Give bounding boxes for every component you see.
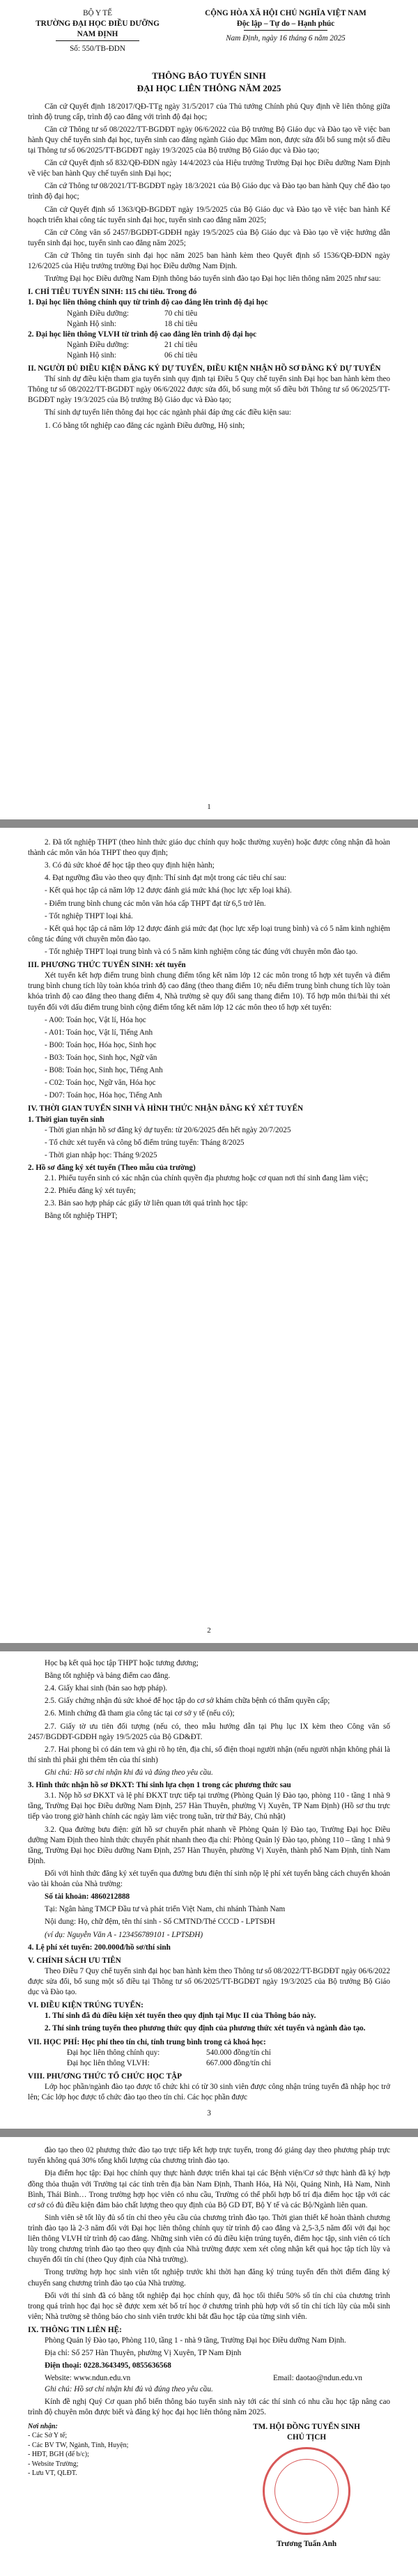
signature-area (28, 2422, 390, 2550)
dossier-item: 2.2. Phiếu đăng ký xét tuyển; (45, 1187, 136, 1196)
tuition-row (67, 2048, 390, 2058)
quota-value: 21 chỉ tiêu (164, 340, 198, 349)
study-paragraph: Sinh viên sẽ tốt lũy đủ số tín chỉ theo yêu cầu của chương trình đào tạo. Thời gian thiết kế hoàn thành chương trình đào tạo là 2-3 năm đối với Đại học liên thông chính quy từ trình độ cao đẳng và 2,5-3,5 năm đối với đại học liên thông VLVH từ trình độ cao đẳng. Những sinh viên có đủ điều kiện trúng tuyển, điểm học tập, sinh viên có tích lũy trong chương trình đào tạo theo quy định của Nhà trường được xem xét công nhận kết quả học tập tích lũy và chuyển đổi tín chỉ (theo Quy định của Nhà trường). (28, 2213, 390, 2265)
signer-block (223, 2422, 390, 2550)
contact-address: Địa chỉ: Số 257 Hàn Thuyên, phường Vị Xuyên, TP Nam Định (45, 2349, 242, 2358)
section-1-heading: I. CHỈ TIÊU TUYỂN SINH: 115 chỉ tiêu. Trong đó (28, 288, 197, 297)
tuition-row (67, 2058, 390, 2069)
combo-item: - B03: Toán học, Sinh học, Ngữ văn (45, 1053, 157, 1062)
intro-paragraph: Căn cứ Thông tin tuyển sinh đại học năm 2025 ban hành kèm theo Quyết định số 1536/QĐ-ĐDN ngày 12/6/2025 của Hiệu trưởng trường Đại học Điều dưỡng Nam Định. (28, 251, 390, 271)
bank-name: Tại: Ngân hàng TMCP Đầu tư và phát triển Việt Nam, chi nhánh Thành Nam (45, 1905, 286, 1914)
submission-item: 3.1. Nộp hồ sơ ĐKXT và lệ phí ĐKXT trực tiếp tại trường (Phòng Quản lý Đào tạo, phòng 110 - tầng 1 nhà 9 tầng, Trường Đại học Điều dưỡng Nam Định, 257 Hàn Thuyên, phường Vị Xuyên, TP Nam Định) (Hồ sơ thu trực tiếp vào trong giờ hành chính các ngày làm việc trong tuần, trừ thứ Bảy, Chủ nhật) (28, 1791, 390, 1821)
dossier-item: 2.7. Hai phong bì có dán tem và ghi rõ họ tên, địa chỉ, số điện thoại người nhận (nếu người nhận không phải là thí sinh thì phải ghi thêm tên của thí sinh) (28, 1745, 390, 1764)
contact-office: Phòng Quản lý Đào tạo, Phòng 110, tầng 1 - nhà 9 tầng, Trường Đại học Điều dưỡng Nam Định. (45, 2336, 346, 2345)
dossier-note: Ghi chú: Hồ sơ chỉ nhận khi đủ và đúng theo yêu cầu. (45, 1768, 213, 1777)
intro-paragraph: Căn cứ Quyết định 18/2017/QĐ-TTg ngày 31/5/2017 của Thủ tướng Chính phủ Quy định về liên thông giữa trình độ trung cấp, trình độ cao đẳng với trình độ đại học; (28, 102, 390, 121)
national-motto: Độc lập – Tự do – Hạnh phúc (236, 20, 335, 29)
recipient-item: - Website Trường; (28, 2460, 79, 2468)
condition-item: - Tốt nghiệp THPT loại trung bình và có 5 năm kinh nghiệm công tác đúng với chuyên môn đào tạo. (45, 947, 358, 956)
section-3-heading: III. PHƯƠNG THỨC TUYỂN SINH: xét tuyển (28, 961, 186, 970)
condition-item: 2. Đã tốt nghiệp THPT (theo hình thức giáo dục chính quy hoặc thường xuyên) hoặc được công nhận đã hoàn thành các môn văn hóa THPT theo quy định; (28, 838, 390, 858)
school-name: TRƯỜNG ĐẠI HỌC ĐIỀU DƯỠNG NAM ĐỊNH (36, 20, 160, 39)
issuer-block (28, 8, 167, 54)
condition-item: 3. Có đủ sức khoẻ để học tập theo quy định hiện hành; (45, 861, 215, 870)
dossier-item: 2.5. Giấy chứng nhận đủ sức khoẻ để học tập do cơ sở khám chữa bệnh có thẩm quyền cấp; (45, 1697, 330, 1706)
dossier-item: 2.1. Phiếu tuyển sinh có xác nhận của chính quyền địa phương hoặc cơ quan nơi thí sinh đang làm việc; (45, 1174, 369, 1183)
contact-web-row (28, 2373, 390, 2384)
intro-paragraph: Căn cứ Thông tư số 08/2022/TT-BGDĐT ngày 06/6/2022 của Bộ trưởng Bộ Giáo dục và Đào tạo về việc ban hành Quy chế tuyển sinh đại học, tuyển sinh cao đẳng ngành Giáo dục Mầm non, được sửa đổi bổ sung một số điều tại Thông tư số 06/2025/TT-BGDĐT ngày 19/3/2025 của Bộ trưởng Bộ Giáo dục và Đào tạo; (28, 125, 390, 155)
contact-phone: Điện thoại: 0228.3643495, 0855636568 (45, 2361, 171, 2370)
dossier-item: 2.7. Giấy tờ ưu tiên đối tượng (nếu có, theo mẫu hướng dẫn tại Phụ lục IX kèm theo Công văn số 2457/BGDĐT-GDĐH ngày 19/5/2025 của Bộ GD&ĐT. (28, 1722, 390, 1741)
signer-name: Trương Tuấn Anh (276, 2540, 337, 2549)
section-5-heading: V. CHÍNH SÁCH ƯU TIÊN (28, 1956, 121, 1965)
dossier-item: 2.3. Bản sao hợp pháp các giấy tờ liên quan tới quá trình học tập: (45, 1199, 248, 1208)
submission-item: Đối với hình thức đăng ký xét tuyển qua đường bưu điện thí sinh nộp lệ phí xét tuyển bằng cách chuyển khoản vào tài khoản của Nhà trường: (28, 1869, 390, 1889)
quota-label: Ngành Hộ sinh: (67, 319, 116, 328)
submission-item: 3.2. Qua đường bưu điện: gửi hồ sơ chuyển phát nhanh về Phòng Quản lý Đào tạo, Trường Đại học Điều dưỡng Nam Định theo hình thức chuyển phát nhanh theo địa chỉ: Phòng Quản lý Đào tạo, phòng 110 – tầng 1 nhà 9 tầng, Trường Đại học Điều dưỡng Nam Định, 257 Hàn Thuyên, phường Vị Xuyên, thành phố Nam Định, tỉnh Nam Định. (28, 1825, 390, 1865)
submission-heading: 3. Hình thức nhận hồ sơ ĐKXT: Thí sinh lựa chọn 1 trong các phương thức sau (28, 1781, 291, 1790)
condition-item: - Tốt nghiệp THPT loại khá. (45, 911, 133, 920)
schedule-item: - Thời gian nhận hồ sơ đăng ký dự tuyển: từ 20/6/2025 đến hết ngày 20/7/2025 (45, 1125, 291, 1134)
section-8-paragraph: Lớp học phần/ngành đào tạo được tổ chức khi có từ 30 sinh viên được công nhận trúng tuyển đã nhập học trở lên; Các lớp học được tổ chức đào tạo theo tín chỉ. Các học phần được (28, 2082, 390, 2102)
tuition-label: Đại học liên thông chính quy: (67, 2048, 160, 2057)
closing-paragraph: Kính đề nghị Quý Cơ quan phổ biến thông báo tuyển sinh này tới các thí sinh có nhu cầu học tập nâng cao trình độ chuyên môn được biết và đăng ký học đại học liên thông năm 2025. (28, 2397, 390, 2416)
fee-line: 4. Lệ phí xét tuyển: 200.000đ/hồ sơ/thí sinh (28, 1943, 171, 1952)
condition-item: - Kết quả học tập cả năm lớp 12 được đánh giá mức khá (học lực xếp loại khá). (45, 886, 292, 895)
condition-item: - Điểm trung bình chung các môn văn hóa cấp THPT đạt từ 6,5 trở lên. (45, 899, 266, 908)
dossier-item: Học bạ kết quả học tập THPT hoặc tương đương; (45, 1659, 199, 1667)
section-6-heading: VI. ĐIỀU KIỆN TRÚNG TUYỂN: (28, 2001, 144, 2010)
quota-value: 70 chỉ tiêu (164, 309, 198, 318)
intro-paragraph: Căn cứ Thông tư 08/2021/TT-BGDĐT ngày 18/3/2021 của Bộ Giáo dục và Đào tạo ban hành Quy chế đào tạo trình độ đại học; (28, 182, 390, 201)
quota-value: 18 chỉ tiêu (164, 319, 198, 328)
section-2-paragraph: Thí sinh dự điều kiện tham gia tuyển sinh quy định tại Điều 5 Quy chế tuyển sinh Đại học ban hành kèm theo Thông tư số 08/2022/TT-BGDĐT ngày 06/6/2022 được sửa đổi, bổ sung một số điều bởi Thông tư số 06/2025/TT-BGDĐT ngày 19/3/2025 của Bộ trưởng Bộ Giáo dục và Đào tạo; (28, 375, 390, 405)
contact-website[interactable]: Website: www.ndun.edu.vn (45, 2374, 131, 2383)
official-stamp (263, 2447, 350, 2535)
document-page-1 (0, 0, 418, 819)
recipient-item: - HĐT, BGH (để b/c); (28, 2451, 89, 2459)
combo-item: - A01: Toán học, Vật lí, Tiếng Anh (45, 1028, 153, 1037)
study-paragraph: Trong trường hợp học sinh viên tốt nghiệp trước khi thời hạn đăng ký trúng tuyển đến thời điểm đăng ký chuyển sang chương trình đào tạo của Nhà trường. (28, 2268, 390, 2288)
dossier-item: Bằng tốt nghiệp THPT; (45, 1212, 118, 1221)
bank-account: Số tài khoản: 4860212888 (45, 1892, 130, 1902)
condition-item: - Kết quả học tập cả năm lớp 12 được đánh giá mức đạt (học lực xếp loại trung bình) và có 5 năm kinh nghiệm công tác đúng với chuyên môn đào tạo. (28, 924, 390, 943)
intro-paragraph: Căn cứ Quyết định số 1363/QĐ-BGDĐT ngày 19/5/2025 của Bộ Giáo dục và Đào tạo về việc ban hành Kế hoạch triển khai công tác tuyển sinh đại học, tuyển sinh cao đẳng năm 2025; (28, 205, 390, 224)
admission-condition: 2. Thí sinh trúng tuyển theo phương thức quy định của phương thức xét tuyển và ngành đào tạo. (45, 2024, 366, 2033)
section-4-1-heading: 1. Thời gian tuyển sinh (28, 1115, 104, 1124)
recipients-block (28, 2422, 132, 2550)
study-paragraph: Đối với thí sinh đã có bằng tốt nghiệp đại học chính quy, đã học tối thiểu 50% số tín chỉ của chương trình trong quá trình học đại học sẽ được xem xét bố trí học ở chương trình phù hợp với số tín chỉ tích lũy của mỗi sinh viên; Nhà trường sẽ thông báo cho sinh viên trước khi bắt đầu học tập của từng sinh viên. (28, 2291, 390, 2321)
condition-item: 4. Đạt ngưỡng đầu vào theo quy định: Thí sinh đạt một trong các tiêu chí sau: (45, 874, 287, 883)
transfer-content: Nội dung: Họ, chữ đệm, tên thí sinh - Số CMTND/Thẻ CCCD - LPTSĐH (45, 1918, 275, 1927)
section-1a-heading: 1. Đại học liên thông chính quy từ trình độ cao đẳng lên trình độ đại học (28, 298, 268, 307)
country-name: CỘNG HÒA XÃ HỘI CHỦ NGHĨA VIỆT NAM (205, 9, 366, 17)
study-paragraph: Địa điểm học tập: Đại học chính quy thực hành được triển khai tại các Bệnh viện/Cơ sở thực hành đã ký hợp đồng thỏa thuận với Trường tại các tỉnh trên địa bàn Nam Định, Thanh Hóa, Hà Nội, Quảng Ninh, Hà Nam, Ninh Bình, Thái Bình… Trong trường hợp học viên có nhu cầu, Trường có thể phối hợp bố trí địa điểm học tập với các cơ sở có đủ điều kiện đảm bảo chất lượng theo quy định của Bộ GD ĐT, Bộ Y tế và các Bộ/Ngành liên quan. (28, 2169, 390, 2209)
ministry-name: BỘ Y TẾ (83, 9, 112, 17)
notice-subtitle: ĐẠI HỌC LIÊN THÔNG NĂM 2025 (137, 82, 281, 93)
recipient-item: - Các BV TW, Ngành, Tỉnh, Huyện; (28, 2441, 129, 2449)
signer-role: TM. HỘI ĐỒNG TUYỂN SINH (253, 2422, 360, 2431)
schedule-item: - Thời gian nhập học: Tháng 9/2025 (45, 1150, 157, 1159)
study-paragraph: đào tạo theo 02 phương thức đào tạo trực tiếp kết hợp trực tuyến, trong đó giảng dạy theo phương pháp trực tuyến không quá 30% tổng khối lượng của chương trình đào tạo. (28, 2146, 390, 2166)
signer-position: CHỦ TỊCH (286, 2433, 327, 2442)
contact-email[interactable]: Email: daotao@ndun.edu.vn (272, 2374, 362, 2383)
quota-row (67, 319, 390, 330)
document-page-2 (0, 828, 418, 1643)
section-2-item: 1. Có bằng tốt nghiệp cao đẳng các ngành Điều dưỡng, Hộ sinh; (45, 421, 245, 430)
tuition-label: Đại học liên thông VLVH: (67, 2058, 150, 2067)
page-separator (0, 2129, 418, 2137)
section-2-paragraph: Thí sinh dự tuyển liên thông đại học các ngành phải đáp ứng các điều kiện sau: (45, 408, 291, 417)
combo-item: - D07: Toán học, Hóa học, Tiếng Anh (45, 1091, 162, 1100)
section-2-heading: II. NGƯỜI ĐỦ ĐIỀU KIỆN ĐĂNG KÝ DỰ TUYỂN, ĐIỀU KIỆN NHẬN HỒ SƠ ĐĂNG KÝ DỰ TUYỂN (28, 364, 381, 373)
tuition-value: 540.000 đồng/tín chỉ (206, 2048, 271, 2057)
page-number: 3 (207, 2109, 211, 2118)
section-1b-heading: 2. Đại học liên thông VLVH từ trình độ cao đẳng lên trình độ đại học (28, 330, 257, 339)
intro-paragraph: Căn cứ Công văn số 2457/BGDĐT-GDĐH ngày 19/5/2025 của Bộ Giáo dục và Đào tạo về việc hướng dẫn tuyển sinh đại học, tuyển sinh cao đẳng năm 2025; (28, 228, 390, 247)
dossier-note: Ghi chú: Hồ sơ chỉ nhận khi đủ và đúng theo yêu cầu. (45, 2384, 213, 2393)
quota-row (67, 309, 390, 319)
combo-item: - C02: Toán học, Ngữ văn, Hóa học (45, 1079, 156, 1088)
combo-item: - A00: Toán học, Vật lí, Hóa học (45, 1015, 146, 1024)
section-3-paragraph: Xét tuyển kết hợp điểm trung bình chung điểm tổng kết năm lớp 12 các môn trong tổ hợp xét tuyển và điểm trung bình chung tích lũy toàn khóa trình độ cao đẳng (theo thang điểm 10; nếu điểm trung bình chung tích lũy toàn khóa trình độ cao đẳng theo thang điểm 4, Nhà trường sẽ quy đổi sang thang điểm 10). Tổ hợp môn thi/bài thi xét tuyển đối với dấu điểm trung bình cộng điểm tổng kết năm lớp 12 các môn theo tổ hợp xét tuyển: (28, 971, 390, 1012)
section-4-2-heading: 2. Hồ sơ đăng ký xét tuyển (Theo mẫu của trường) (28, 1163, 196, 1172)
document-page-3 (0, 1651, 418, 2576)
quota-label: Ngành Điều dưỡng: (67, 340, 130, 349)
document-date: Nam Định, ngày 16 tháng 6 năm 2025 (226, 34, 346, 43)
schedule-item: - Tổ chức xét tuyển và công bố điểm trúng tuyển: Tháng 8/2025 (45, 1138, 245, 1147)
page-number: 1 (207, 803, 211, 812)
dossier-item: 2.4. Giấy khai sinh (bản sao hợp pháp). (45, 1684, 168, 1693)
document-header (28, 8, 390, 54)
dossier-item: 2.6. Minh chứng đã tham gia công tác tại cơ sở y tế (nếu có); (45, 1709, 235, 1718)
national-block (181, 8, 390, 54)
header-rule (56, 40, 139, 41)
intro-paragraph: Căn cứ Quyết định số 832/QĐ-ĐDN ngày 14/4/2023 của Hiệu trưởng Trường Đại học Điều dưỡng Nam Định về việc ban hành Quy chế tuyển sinh Đại học; (28, 159, 390, 178)
section-8-heading: VIII. PHƯƠNG THỨC TỔ CHỨC HỌC TẬP (28, 2072, 182, 2081)
section-5-paragraph: Theo Điều 7 Quy chế tuyển sinh đại học ban hành kèm theo Thông tư số 08/2022/TT-BGDĐT ngày 06/6/2022 được sửa đổi, bổ sung một số điều tại Thông tư số 06/2025/TT-BGDĐT ngày 19/3/2025 của Bộ trưởng Bộ Giáo dục và Đào tạo. (28, 1966, 390, 1997)
notice-title: THÔNG BÁO TUYỂN SINH (152, 70, 266, 82)
section-9-heading: IX. THÔNG TIN LIÊN HỆ: (28, 2326, 122, 2335)
quota-value: 06 chỉ tiêu (164, 350, 198, 360)
quota-row (67, 350, 390, 361)
combo-item: - B08: Toán học, Sinh học, Tiếng Anh (45, 1066, 163, 1075)
document-number: Số: 550/TB-ĐDN (70, 45, 125, 54)
recipient-item: - Lưu VT, QLĐT. (28, 2469, 77, 2478)
dossier-item: Bằng tốt nghiệp và bảng điểm cao đẳng. (45, 1672, 171, 1681)
quota-label: Ngành Hộ sinh: (67, 350, 116, 360)
section-4-heading: IV. THỜI GIAN TUYỂN SINH VÀ HÌNH THỨC NHẬN ĐĂNG KÝ XÉT TUYỂN (28, 1104, 304, 1113)
tuition-value: 667.000 đồng/tín chỉ (206, 2058, 271, 2067)
intro-paragraph: Trường Đại học Điều dưỡng Nam Định thông báo tuyển sinh đào tạo Đại học liên thông năm 2025 như sau: (45, 275, 381, 284)
admission-condition: 1. Thí sinh đã đủ điều kiện xét tuyển theo quy định tại Mục II của Thông báo này. (45, 2012, 316, 2021)
quota-label: Ngành Điều dưỡng: (67, 309, 130, 318)
transfer-example: (ví dụ: Nguyễn Văn A - 123456789101 - LPTSĐH) (45, 1930, 203, 1939)
motto-rule (244, 30, 327, 31)
combo-item: - B00: Toán học, Hóa học, Sinh học (45, 1040, 157, 1049)
quota-row (67, 340, 390, 350)
page-number: 2 (207, 1626, 211, 1635)
recipients-title: Nơi nhận: (28, 2422, 58, 2430)
section-7-heading: VII. HỌC PHÍ: Học phí theo tín chỉ, tính trung bình trong cả khoá học: (28, 2037, 266, 2046)
recipient-item: - Các Sở Y tế; (28, 2432, 68, 2440)
